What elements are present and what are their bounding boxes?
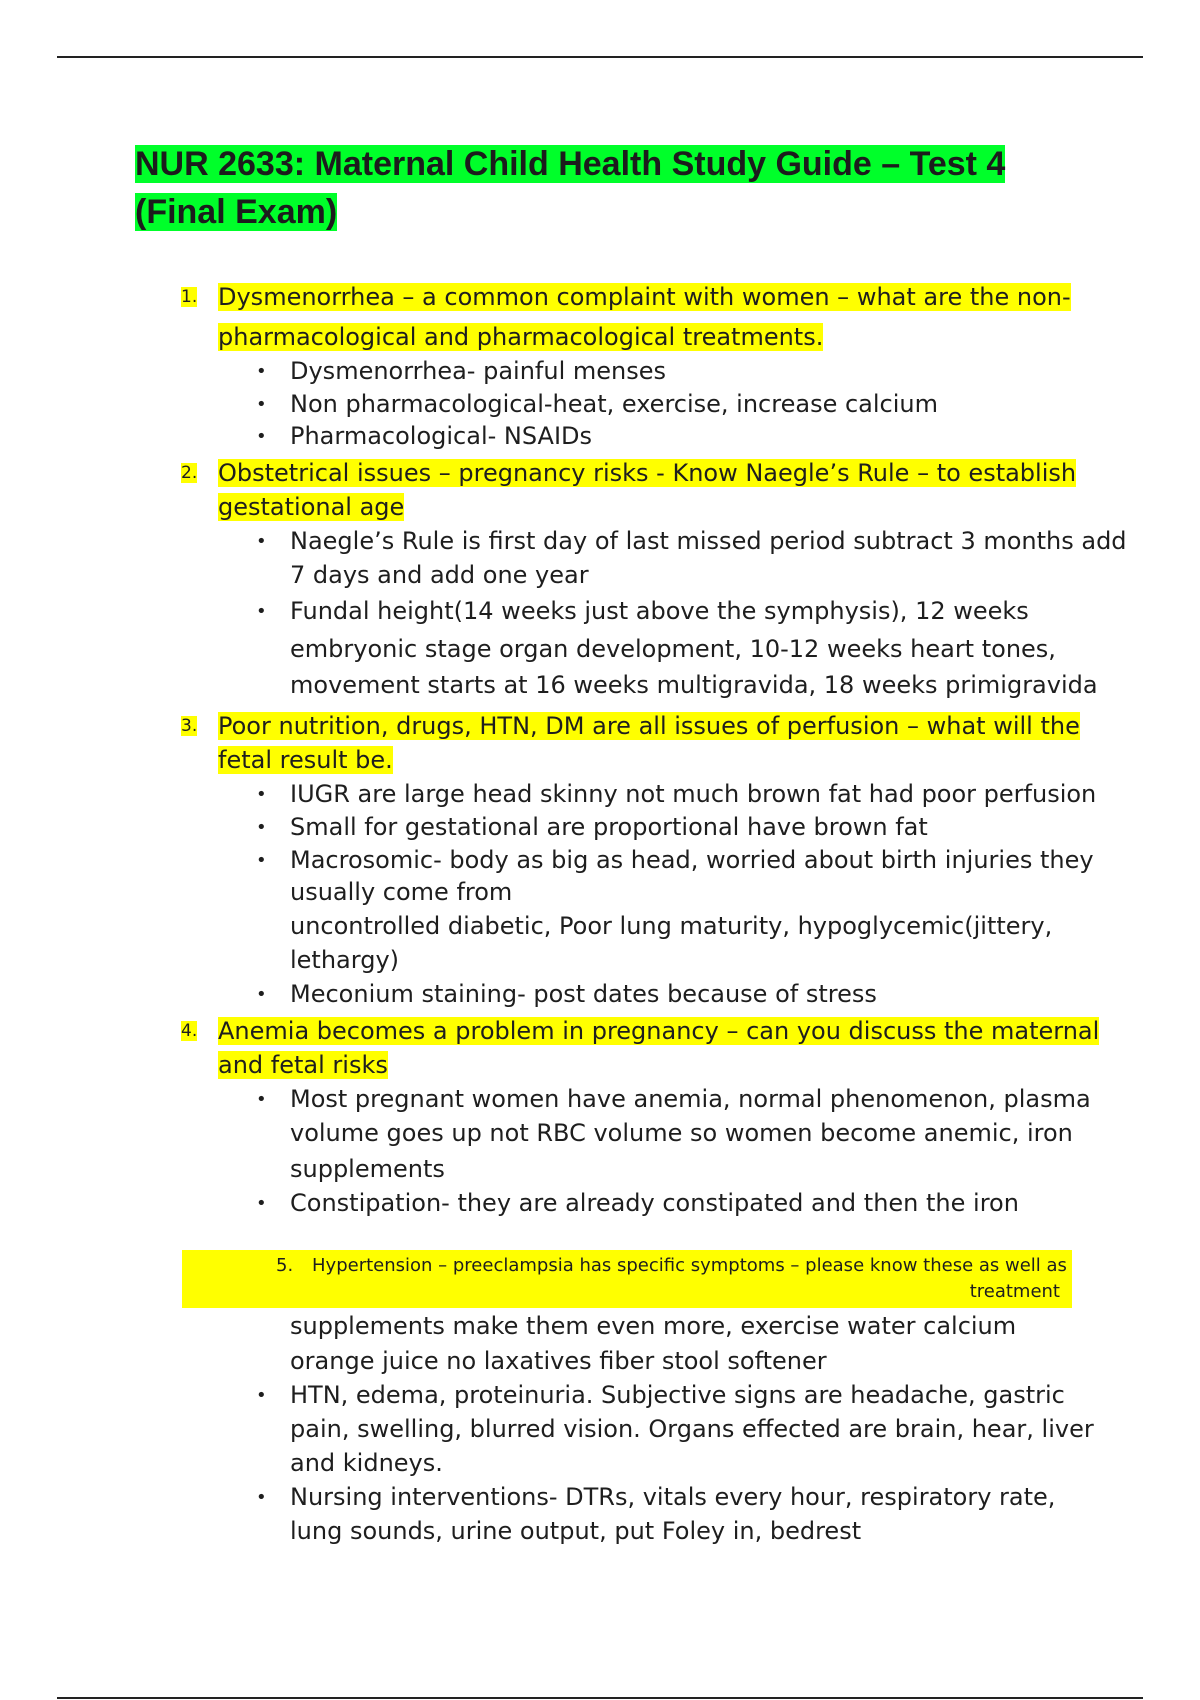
q1-bullet-1: Dysmenorrhea- painful menses: [290, 357, 666, 385]
header-rule: [57, 56, 1143, 58]
question-1-line-2: pharmacological and pharmacological treatments.: [218, 323, 824, 351]
q2-bullet-2-line-3: movement starts at 16 weeks multigravida, 18 weeks primigravida: [290, 671, 1098, 699]
question-1-line-1: Dysmenorrhea – a common complaint with women – what are the non-: [218, 283, 1071, 311]
bullet-marker: •: [256, 1089, 267, 1110]
question-2-line-2: gestational age: [218, 493, 405, 521]
bullet-marker: •: [256, 426, 267, 447]
q1-bullet-3: Pharmacological- NSAIDs: [290, 422, 593, 450]
question-number-2: 2.: [181, 463, 198, 483]
question-2-line-1: Obstetrical issues – pregnancy risks - Know Naegle’s Rule – to establish: [218, 459, 1077, 487]
question-4-line-2: and fetal risks: [218, 1051, 388, 1079]
title-line-2: (Final Exam): [135, 193, 338, 231]
q4-bullet-2: Constipation- they are already constipated and then the iron: [290, 1189, 1019, 1217]
question-3-line-1: Poor nutrition, drugs, HTN, DM are all issues of perfusion – what will the: [218, 712, 1080, 740]
question-number-4: 4.: [181, 1021, 198, 1041]
bullet-marker: •: [256, 394, 267, 415]
bullet-marker: •: [256, 784, 267, 805]
q3-bullet-2: Small for gestational are proportional have brown fat: [290, 813, 928, 841]
q2-bullet-1-line-2: 7 days and add one year: [290, 561, 589, 589]
question-number-1: 1.: [181, 287, 198, 307]
bullet-marker: •: [256, 601, 267, 622]
q4-bullet-1-line-1: Most pregnant women have anemia, normal phenomenon, plasma: [290, 1085, 1091, 1113]
title-line-1: NUR 2633: Maternal Child Health Study Guide – Test 4: [135, 145, 1006, 183]
question-5-line-2: treatment: [969, 1281, 1060, 1302]
q1-bullet-2: Non pharmacological-heat, exercise, increase calcium: [290, 390, 938, 418]
question-number-5: 5.: [276, 1255, 294, 1276]
q2-bullet-2-line-2: embryonic stage organ development, 10-12 weeks heart tones,: [290, 635, 1056, 663]
bullet-marker: •: [256, 984, 267, 1005]
bullet-marker: •: [256, 361, 267, 382]
q3-bullet-3-line-3: uncontrolled diabetic, Poor lung maturity, hypoglycemic(jittery,: [290, 912, 1053, 940]
question-4-line-1: Anemia becomes a problem in pregnancy – can you discuss the maternal: [218, 1017, 1100, 1045]
continued-line-2: orange juice no laxatives fiber stool softener: [290, 1347, 827, 1375]
bullet-marker: •: [256, 1385, 267, 1406]
page-title: [135, 140, 1095, 236]
continued-line-1: supplements make them even more, exercise water calcium: [290, 1312, 1017, 1340]
nursing-bullet-line-2: lung sounds, urine output, put Foley in, bedrest: [290, 1517, 862, 1545]
q4-bullet-1-line-3: supplements: [290, 1155, 445, 1183]
q3-bullet-3-line-4: lethargy): [290, 946, 400, 974]
bullet-marker: •: [256, 850, 267, 871]
question-5-line-1: Hypertension – preeclampsia has specific symptoms – please know these as well as: [312, 1255, 1067, 1276]
bullet-marker: •: [256, 1487, 267, 1508]
htn-bullet-line-1: HTN, edema, proteinuria. Subjective signs are headache, gastric: [290, 1381, 1065, 1409]
bullet-marker: •: [256, 531, 267, 552]
question-number-3: 3.: [181, 716, 198, 736]
q3-bullet-1: IUGR are large head skinny not much brown fat had poor perfusion: [290, 780, 1097, 808]
q2-bullet-1-line-1: Naegle’s Rule is first day of last missed period subtract 3 months add: [290, 527, 1127, 555]
nursing-bullet-line-1: Nursing interventions- DTRs, vitals every hour, respiratory rate,: [290, 1483, 1056, 1511]
htn-bullet-line-3: and kidneys.: [290, 1449, 443, 1477]
q2-bullet-2-line-1: Fundal height(14 weeks just above the symphysis), 12 weeks: [290, 597, 1029, 625]
htn-bullet-line-2: pain, swelling, blurred vision. Organs effected are brain, hear, liver: [290, 1415, 1094, 1443]
bullet-marker: •: [256, 817, 267, 838]
question-5-banner: [182, 1250, 1072, 1308]
q3-bullet-4: Meconium staining- post dates because of stress: [290, 980, 877, 1008]
q3-bullet-3-line-1: Macrosomic- body as big as head, worried about birth injuries they: [290, 846, 1094, 874]
q3-bullet-3-line-2: usually come from: [290, 878, 513, 906]
footer-rule: [57, 1697, 1143, 1699]
q4-bullet-1-line-2: volume goes up not RBC volume so women become anemic, iron: [290, 1119, 1073, 1147]
question-3-line-2: fetal result be.: [218, 746, 393, 774]
bullet-marker: •: [256, 1193, 267, 1214]
